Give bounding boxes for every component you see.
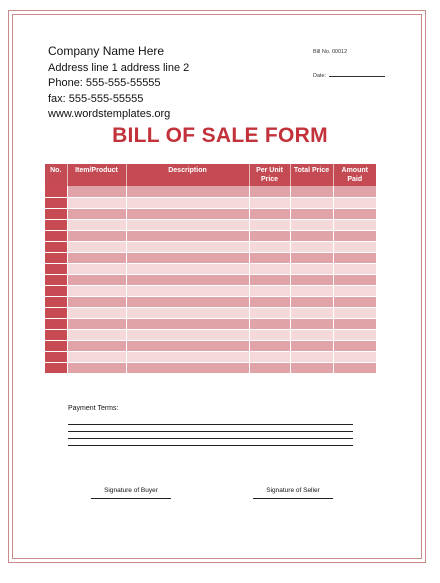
table-row	[45, 186, 376, 197]
table-cell[interactable]	[290, 285, 333, 296]
table-cell[interactable]	[126, 285, 249, 296]
table-cell[interactable]	[67, 318, 126, 329]
table-cell[interactable]	[126, 208, 249, 219]
table-cell[interactable]	[126, 329, 249, 340]
payment-terms-line[interactable]	[68, 445, 353, 446]
table-cell[interactable]	[290, 241, 333, 252]
table-cell[interactable]	[67, 362, 126, 373]
date-label: Date:	[313, 73, 327, 79]
buyer-signature-label: Signature of Buyer	[104, 487, 158, 494]
table-cell[interactable]	[333, 329, 376, 340]
table-cell[interactable]	[249, 241, 290, 252]
table-row	[45, 263, 376, 274]
row-number-cell[interactable]	[45, 186, 67, 197]
items-table	[45, 164, 377, 374]
table-row	[45, 252, 376, 263]
row-number-cell[interactable]	[45, 230, 67, 241]
table-cell[interactable]	[290, 252, 333, 263]
header-description: Description	[126, 164, 249, 186]
payment-terms-label: Payment Terms:	[68, 405, 119, 412]
table-row	[45, 340, 376, 351]
table-header-row	[45, 164, 376, 186]
table-row	[45, 307, 376, 318]
row-number-cell[interactable]	[45, 351, 67, 362]
table-row	[45, 208, 376, 219]
header-item-product: Item/Product	[67, 164, 126, 186]
table-cell[interactable]	[67, 241, 126, 252]
table-row	[45, 296, 376, 307]
table-cell[interactable]	[290, 219, 333, 230]
table-cell[interactable]	[249, 362, 290, 373]
table-cell[interactable]	[249, 318, 290, 329]
table-row	[45, 285, 376, 296]
table-cell[interactable]	[290, 318, 333, 329]
table-cell[interactable]	[67, 329, 126, 340]
company-name: Company Name Here	[48, 44, 165, 58]
table-cell[interactable]	[67, 285, 126, 296]
table-row	[45, 219, 376, 230]
table-cell[interactable]	[290, 362, 333, 373]
table-cell[interactable]	[126, 263, 249, 274]
row-number-cell[interactable]	[45, 340, 67, 351]
table-cell[interactable]	[67, 197, 126, 208]
table-row	[45, 318, 376, 329]
table-cell[interactable]	[67, 252, 126, 263]
table-row	[45, 274, 376, 285]
seller-signature	[248, 487, 338, 499]
table-cell[interactable]	[126, 219, 249, 230]
seller-signature-line[interactable]	[253, 498, 333, 499]
table-cell[interactable]	[126, 362, 249, 373]
table-cell[interactable]	[333, 318, 376, 329]
table-cell[interactable]	[290, 197, 333, 208]
table-cell[interactable]	[126, 296, 249, 307]
table-cell[interactable]	[333, 362, 376, 373]
table-cell[interactable]	[290, 274, 333, 285]
table-cell[interactable]	[126, 186, 249, 197]
table-cell[interactable]	[333, 263, 376, 274]
table-cell[interactable]	[67, 208, 126, 219]
company-phone: Phone: 555-555-55555	[48, 77, 161, 89]
table-cell[interactable]	[333, 285, 376, 296]
header-total-price: Total Price	[290, 164, 333, 186]
table-cell[interactable]	[333, 307, 376, 318]
table-cell[interactable]	[290, 230, 333, 241]
table-cell[interactable]	[249, 307, 290, 318]
row-number-cell[interactable]	[45, 318, 67, 329]
table-cell[interactable]	[67, 351, 126, 362]
table-cell[interactable]	[249, 252, 290, 263]
table-row	[45, 329, 376, 340]
buyer-signature	[86, 487, 176, 499]
row-number-cell[interactable]	[45, 219, 67, 230]
table-cell[interactable]	[249, 219, 290, 230]
table-row	[45, 241, 376, 252]
table-body	[45, 186, 376, 373]
table-cell[interactable]	[333, 186, 376, 197]
row-number-cell[interactable]	[45, 263, 67, 274]
row-number-cell[interactable]	[45, 274, 67, 285]
payment-terms-line[interactable]	[68, 424, 353, 425]
table-cell[interactable]	[249, 186, 290, 197]
table-cell[interactable]	[333, 252, 376, 263]
table-cell[interactable]	[67, 230, 126, 241]
bill-number: Bill No. 00012	[313, 49, 348, 55]
table-cell[interactable]	[290, 263, 333, 274]
date-line	[329, 71, 385, 77]
table-cell[interactable]	[333, 208, 376, 219]
table-cell[interactable]	[290, 208, 333, 219]
date-field	[313, 71, 385, 79]
table-cell[interactable]	[249, 197, 290, 208]
table-cell[interactable]	[67, 219, 126, 230]
table-cell[interactable]	[67, 186, 126, 197]
header-no: No.	[45, 164, 67, 186]
header-amount-paid: Amount Paid	[333, 164, 376, 186]
table-row	[45, 230, 376, 241]
table-cell[interactable]	[126, 197, 249, 208]
company-address: Address line 1 address line 2	[48, 61, 190, 74]
buyer-signature-line[interactable]	[91, 498, 171, 499]
row-number-cell[interactable]	[45, 252, 67, 263]
table-cell[interactable]	[333, 296, 376, 307]
table-cell[interactable]	[126, 241, 249, 252]
payment-terms-line[interactable]	[68, 431, 353, 432]
company-website: www.wordstemplates.org	[48, 108, 171, 120]
table-cell[interactable]	[249, 296, 290, 307]
row-number-cell[interactable]	[45, 285, 67, 296]
table-cell[interactable]	[126, 252, 249, 263]
table-cell[interactable]	[290, 296, 333, 307]
table-cell[interactable]	[67, 263, 126, 274]
table-cell[interactable]	[333, 351, 376, 362]
table-cell[interactable]	[126, 351, 249, 362]
form-title: BILL OF SALE FORM	[112, 124, 328, 147]
table-cell[interactable]	[126, 318, 249, 329]
row-number-cell[interactable]	[45, 362, 67, 373]
row-number-cell[interactable]	[45, 197, 67, 208]
table-cell[interactable]	[249, 329, 290, 340]
table-row	[45, 362, 376, 373]
row-number-cell[interactable]	[45, 296, 67, 307]
table-cell[interactable]	[290, 186, 333, 197]
table-cell[interactable]	[333, 274, 376, 285]
table-cell[interactable]	[67, 340, 126, 351]
table-cell[interactable]	[249, 208, 290, 219]
row-number-cell[interactable]	[45, 208, 67, 219]
table-cell[interactable]	[126, 230, 249, 241]
company-fax: fax: 555-555-55555	[48, 92, 144, 105]
table-cell[interactable]	[290, 329, 333, 340]
table-cell[interactable]	[126, 274, 249, 285]
table-row	[45, 197, 376, 208]
table-cell[interactable]	[249, 351, 290, 362]
table-cell[interactable]	[290, 340, 333, 351]
table-cell[interactable]	[126, 340, 249, 351]
row-number-cell[interactable]	[45, 307, 67, 318]
table-cell[interactable]	[290, 307, 333, 318]
table-row	[45, 351, 376, 362]
table-cell[interactable]	[249, 340, 290, 351]
table-cell[interactable]	[249, 263, 290, 274]
table-cell[interactable]	[333, 230, 376, 241]
table-cell[interactable]	[333, 197, 376, 208]
table-cell[interactable]	[333, 340, 376, 351]
table-cell[interactable]	[126, 307, 249, 318]
company-info	[48, 44, 189, 123]
table-cell[interactable]	[333, 219, 376, 230]
seller-signature-label: Signature of Seller	[266, 487, 320, 494]
table-cell[interactable]	[290, 351, 333, 362]
table-cell[interactable]	[249, 274, 290, 285]
row-number-cell[interactable]	[45, 241, 67, 252]
header-per-unit-price: Per Unit Price	[249, 164, 290, 186]
table-cell[interactable]	[67, 274, 126, 285]
table-cell[interactable]	[249, 230, 290, 241]
table-cell[interactable]	[67, 307, 126, 318]
payment-terms-line[interactable]	[68, 438, 353, 439]
table-cell[interactable]	[333, 241, 376, 252]
row-number-cell[interactable]	[45, 329, 67, 340]
table-cell[interactable]	[249, 285, 290, 296]
table-cell[interactable]	[67, 296, 126, 307]
